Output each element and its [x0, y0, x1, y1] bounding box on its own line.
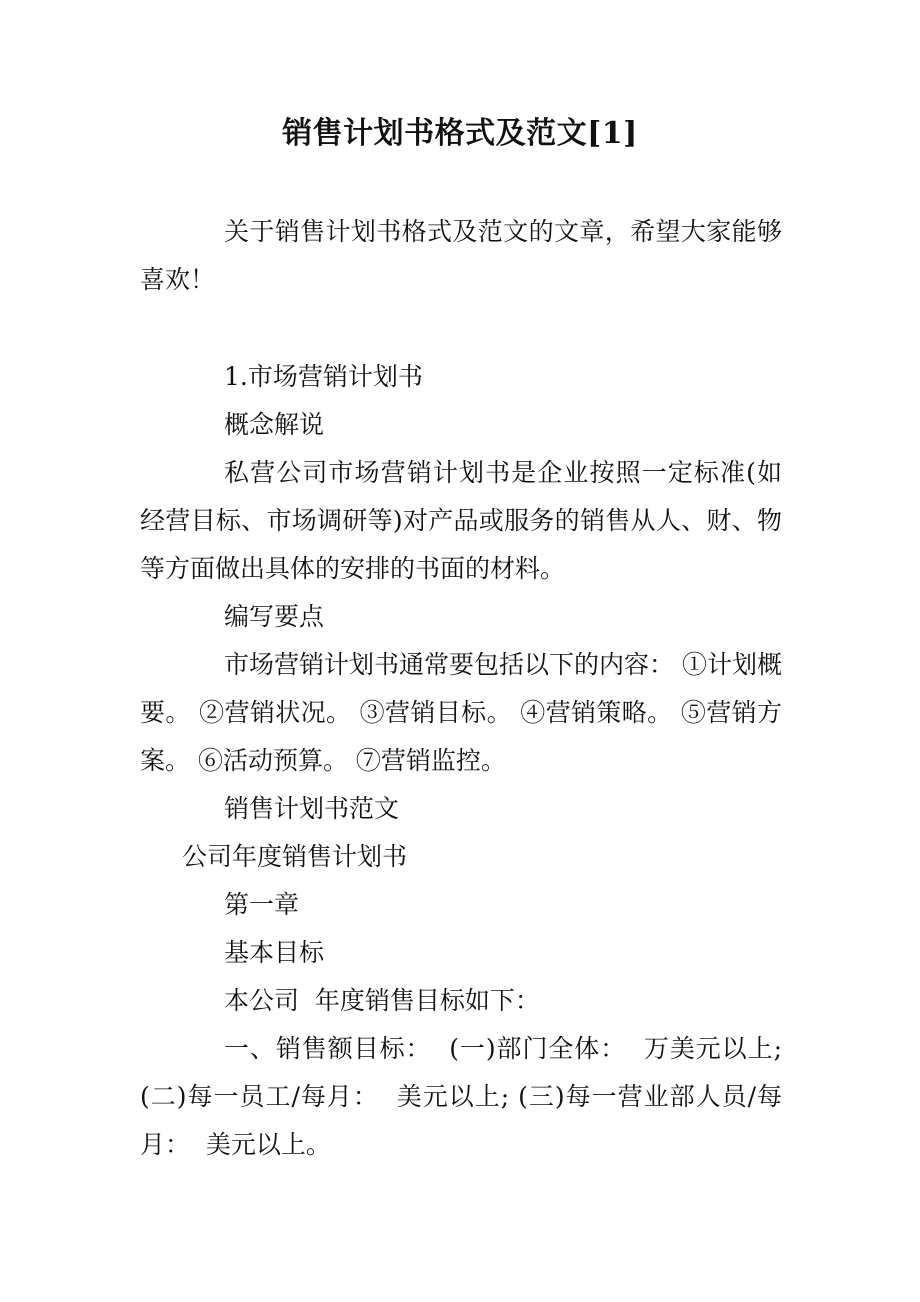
document-title: 销售计划书格式及范文[1]	[282, 116, 638, 151]
basic-goal-heading: 基本目标	[224, 938, 325, 967]
concept-paragraph: 私营公司市场营销计划书是企业按照一定标准(如经营目标、市场调研等)对产品或服务的销售从人、财、物等方面做出具体的安排的书面的材料。	[140, 458, 782, 583]
intro-paragraph: 关于销售计划书格式及范文的文章，希望大家能够喜欢！	[140, 217, 782, 294]
concept-heading: 概念解说	[224, 410, 325, 439]
sales-goal-paragraph: 一、销售额目标： (一)部门全体： 万美元以上; (二)每一员工/每月： 美元以上; (三)每一营业部人员/每月： 美元以上。	[140, 1034, 790, 1159]
chapter-heading: 第一章	[224, 890, 300, 919]
goal-intro-line: 本公司 年度销售目标如下：	[224, 986, 540, 1015]
writing-points-paragraph: 市场营销计划书通常要包括以下的内容： ①计划概要。 ②营销状况。 ③营销目标。 ④营销策略。 ⑤营销方案。 ⑥活动预算。 ⑦营销监控。	[140, 650, 782, 775]
writing-points-heading: 编写要点	[224, 602, 325, 631]
intro-block	[140, 208, 782, 304]
company-plan-heading: 公司年度销售计划书	[182, 842, 408, 871]
section-heading-marketing-plan: 1.市场营销计划书	[224, 362, 423, 391]
sample-heading: 销售计划书范文	[224, 794, 400, 823]
body-block	[140, 353, 790, 1169]
